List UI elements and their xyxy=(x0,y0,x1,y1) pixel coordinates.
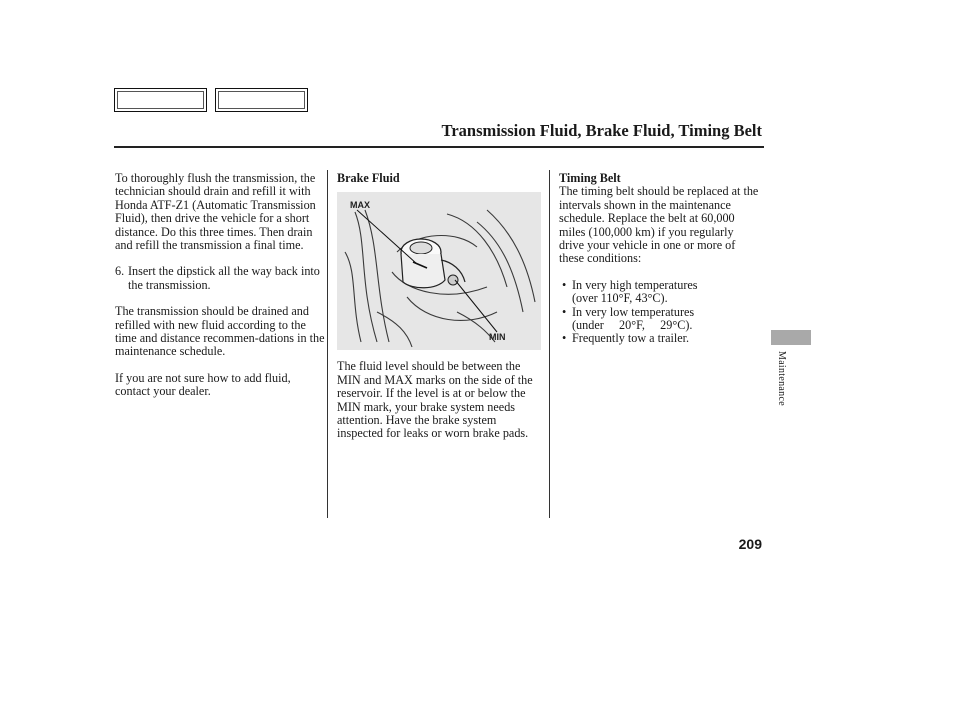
max-leader-line xyxy=(357,210,417,264)
page-title: Transmission Fluid, Brake Fluid, Timing Belt xyxy=(441,121,762,140)
step-number: 6. xyxy=(115,264,125,279)
conditions-list xyxy=(559,279,759,346)
brake-fluid-paragraph: The fluid level should be between the MIN and MAX marks on the side of the reservoir. If the level is at or below the MIN mark, your brake system needs attention. Have the brake system inspected for leaks or worn brake pads. xyxy=(337,359,533,441)
max-label: MAX xyxy=(350,200,370,211)
step-text: Insert the dipstick all the way back into the transmission. xyxy=(128,264,320,292)
engine-bay-drawing xyxy=(337,192,541,350)
drain-refill-paragraph: The transmission should be drained and refilled with new fluid according to the time and distance recommen-dations in the maintenance schedule. xyxy=(115,304,325,359)
transmission-fluid-column xyxy=(115,172,327,399)
dealer-contact-paragraph: If you are not sure how to add fluid, contact your dealer. xyxy=(115,370,291,399)
list-item: • Frequently tow a trailer. xyxy=(559,332,759,345)
next-page-button[interactable] xyxy=(215,88,308,112)
previous-page-button[interactable] xyxy=(114,88,207,112)
min-label: MIN xyxy=(489,332,506,343)
brake-fluid-reservoir-illustration xyxy=(337,192,541,350)
title-divider xyxy=(114,146,764,148)
reservoir-body xyxy=(401,254,445,288)
brake-fluid-heading: Brake Fluid xyxy=(337,171,400,185)
column-divider-1 xyxy=(327,170,328,518)
section-tab-marker xyxy=(771,330,811,345)
transmission-flush-paragraph: To thoroughly flush the transmission, the technician should drain and refill it with Honda ATF-Z1 (Automatic Transmission Fluid), then drive the vehicle for a short distance. Do this three times. Then drain and refill the transmission a final time. xyxy=(115,171,316,253)
list-item: • In very low temperatures (under 20°F, 29°C). xyxy=(559,306,759,333)
column-divider-2 xyxy=(549,170,550,518)
list-item: • In very high temperatures (over 110°F, 43°C). xyxy=(559,279,759,306)
section-label: Maintenance xyxy=(776,351,787,406)
page-number: 209 xyxy=(738,536,762,552)
timing-belt-column xyxy=(559,172,759,346)
step-6 xyxy=(115,265,327,292)
timing-belt-paragraph: The timing belt should be replaced at the intervals shown in the maintenance schedule. Replace the belt at 60,000 miles (100,000 km) if you regularly drive your vehicle in one or more of these conditions: xyxy=(559,184,759,266)
timing-belt-heading: Timing Belt xyxy=(559,171,621,185)
brake-fluid-column xyxy=(337,172,545,441)
